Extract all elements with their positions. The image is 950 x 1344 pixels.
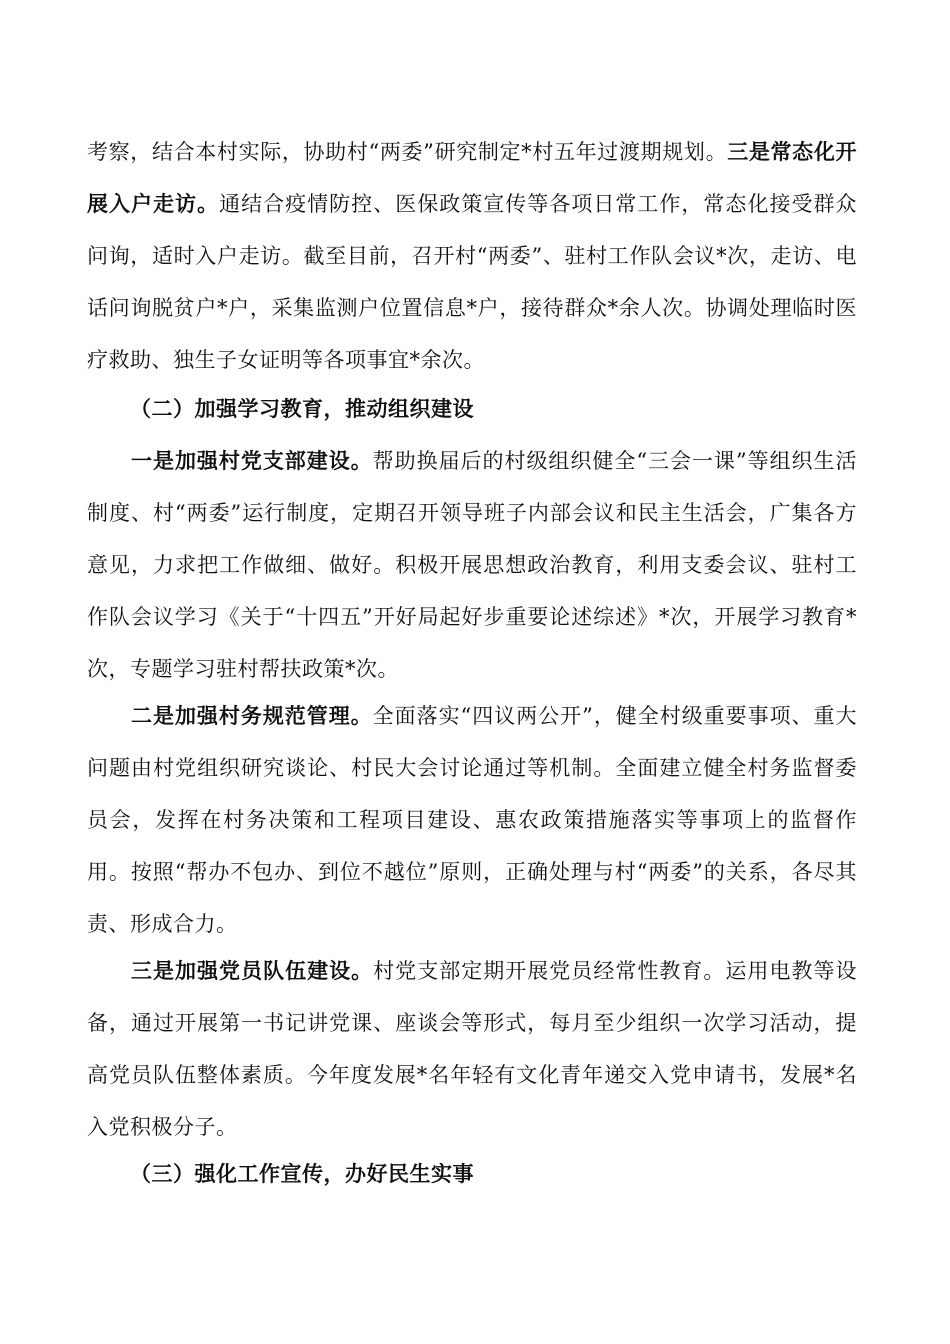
paragraph-text: 村党支部定期开展党员经常性教育。运用电教等设备，通过开展第一书记讲党课、座谈会等形式，每月至少组织一次学习活动，提高党员队伍整体素质。今年度发展*名年轻有文化青年递交入党申请书，发展*名入党积极分子。: [87, 959, 857, 1139]
paragraph-lead-bold: 三是加强党员队伍建设。: [131, 958, 374, 983]
section-heading-3: （三）强化工作宣传，办好民生实事: [130, 1161, 474, 1186]
paragraph-party-members: [87, 945, 857, 1153]
paragraph-text: 考察，结合本村实际，协助村“两委”研究制定*村五年过渡期规划。: [87, 140, 728, 164]
paragraph-lead-bold: 二是加强村务规范管理。: [131, 703, 373, 728]
paragraph-village-affairs: [87, 690, 857, 950]
paragraph-lead-bold: 一是加强村党支部建设。: [131, 448, 373, 473]
paragraph-survey-visits: [87, 126, 857, 386]
paragraph-lead-bold: 三是常态化开展入户走访。: [87, 139, 857, 216]
paragraph-text: 帮助换届后的村级组织健全“三会一课”等组织生活制度、村“两委”运行制度，定期召开领导班子内部会议和民主生活会，广集各方意见，力求把工作做细、做好。积极开展思想政治教育，利用支委会议、驻村工作队会议学习《关于“十四五”开好局起好步重要论述综述》*次，开展学习教育*次，专题学习驻村帮扶政策*次。: [87, 449, 857, 681]
paragraph-text: 全面落实“四议两公开”，健全村级重要事项、重大问题由村党组织研究谈论、村民大会讨论通过等机制。全面建立健全村务监督委员会，发挥在村务决策和工程项目建设、惠农政策措施落实等事项上的监督作用。按照“帮办不包办、到位不越位”原则，正确处理与村“两委”的关系，各尽其责、形成合力。: [87, 704, 857, 936]
paragraph-text: 通结合疫情防控、医保政策宣传等各项日常工作，常态化接受群众问询，适时入户走访。截至目前，召开村“两委”、驻村工作队会议*次，走访、电话问询脱贫户*户，采集监测户位置信息*户，接待群众*余人次。协调处理临时医疗救助、独生子女证明等各项事宜*余次。: [87, 192, 858, 372]
paragraph-party-branch: [87, 435, 857, 695]
section-heading-2: （二）加强学习教育，推动组织建设: [130, 396, 474, 421]
